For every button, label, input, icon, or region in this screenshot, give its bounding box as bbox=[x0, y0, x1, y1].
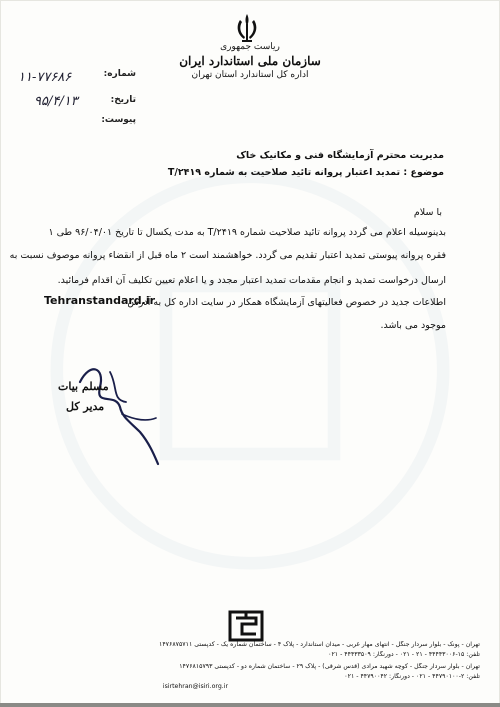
signatory-name: مسلم بیات bbox=[58, 380, 109, 393]
body-line-1: بدینوسیله اعلام می گردد پروانه تائید صلاحیت شماره T/۲۴۱۹ به مدت یکسال تا تاریخ ۹۶/۰۴/۰۱ طی ۱ bbox=[48, 227, 446, 238]
greeting: با سلام bbox=[413, 207, 442, 218]
standard-logo-icon bbox=[226, 608, 266, 644]
website-link[interactable]: Tehranstandard.ir bbox=[44, 294, 156, 307]
letter-date-value: ۹۵/۴/۱۳ bbox=[34, 94, 78, 109]
letterhead-organization: سازمان ملی استاندارد ایران bbox=[179, 54, 321, 68]
letter-number-value: ۱۱-۷۷۶۸۶ bbox=[18, 70, 72, 85]
number-label: شماره: bbox=[103, 69, 136, 79]
page-bottom-edge bbox=[0, 703, 500, 707]
date-label: تاریخ: bbox=[110, 95, 136, 105]
body-line-4: اطلاعات جدید در خصوص فعالیتهای آزمایشگاه همکار در سایت اداره کل به آدرس bbox=[127, 297, 446, 308]
letterhead-office: اداره کل استاندارد استان تهران bbox=[191, 70, 309, 80]
footer-phone-2: تلفن: ۲-۴۴۷۹۰۱۰۰ - ۰۲۱ - دورنگار: ۴۴۷۹۰۰۴۲ - ۰۲۱ bbox=[344, 673, 480, 680]
iran-emblem-icon bbox=[232, 12, 262, 44]
footer-email[interactable]: isirtehran@isiri.org.ir bbox=[162, 683, 228, 690]
footer-address-1: تهران - پونک - بلوار سردار جنگل - انتهای مهار غربی - میدان استاندارد - پلاک ۴ - ساختمان شماره یک - کدپستی ۱۴۷۶۸۷۵۷۱۱ bbox=[159, 641, 480, 648]
subject-line: موضوع : تمدید اعتبار پروانه تائید صلاحیت به شماره T/۲۴۱۹ bbox=[167, 167, 444, 178]
attachment-label: پیوست: bbox=[101, 115, 136, 125]
footer-phone-1: تلفن: ۱۵-۴۴۴۴۳۰۰۶ - ۲۱ - ۰۲۱ - دورنگار: ۴۴۴۳۳۵۰۹ - ۰۲۱ bbox=[328, 651, 480, 658]
footer-address-2: تهران - بلوار سردار جنگل - کوچه شهید مرادی (قدس شرقی) - پلاک ۲۹ - ساختمان شماره دو - کدپستی ۱۴۷۶۸۱۵۷۹۳ bbox=[179, 663, 480, 670]
body-line-5: موجود می باشد. bbox=[380, 320, 446, 331]
letterhead-presidency: ریاست جمهوری bbox=[220, 42, 280, 52]
recipient-line: مدیریت محترم آزمایشگاه فنی و مکانیک خاک bbox=[236, 150, 444, 161]
body-line-3: ارسال درخواست تمدید و انجام مقدمات تمدید اعتبار مجدد و یا اعلام تعیین تکلیف آن اقدام فرمائید. bbox=[57, 275, 446, 286]
signatory-title: مدیر کل bbox=[66, 400, 105, 413]
body-line-2: فقره پروانه پیوستی تمدید اعتبار تقدیم می گردد. خواهشمند است ۲ ماه قبل از انقضاء پروانه موصوف نسبت به bbox=[9, 250, 446, 261]
